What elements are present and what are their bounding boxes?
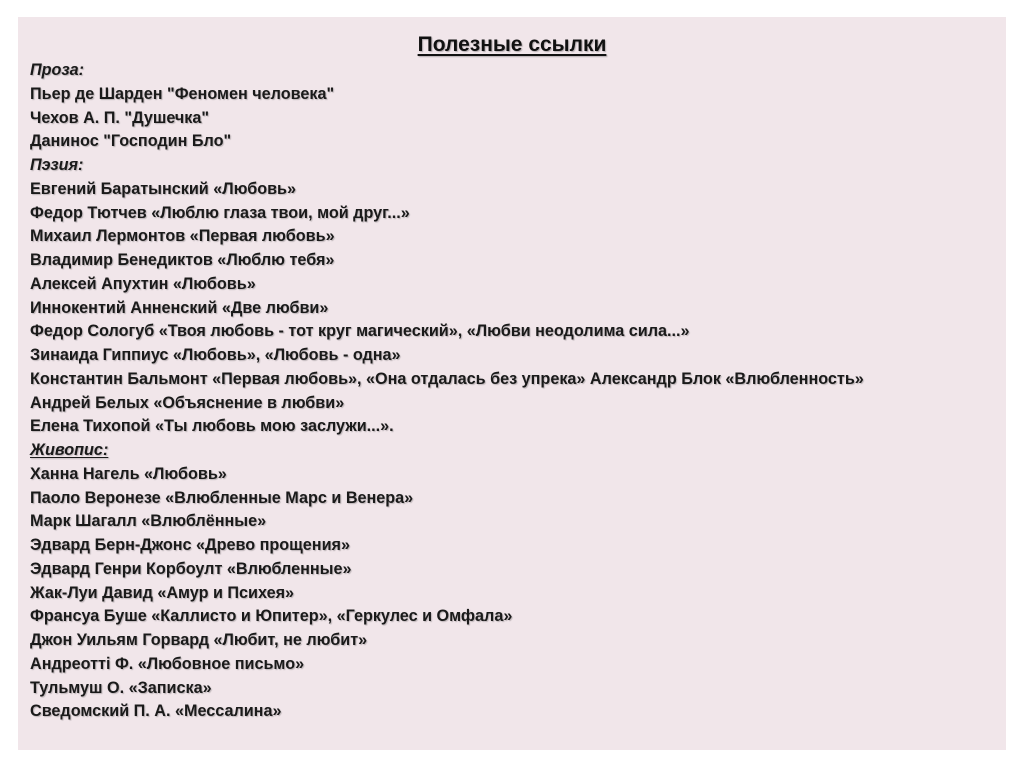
list-item: Алексей Апухтин «Любовь» [30,274,256,293]
list-item: Андрей Белых «Объяснение в любви» [30,393,345,412]
section-heading-painting: Живопис: [30,441,109,459]
list-item: Джон Уильям Горвард «Любит, не любит» [30,631,368,649]
list-item: Федор Сологуб «Твоя любовь - тот круг магический», «Любви неодолима сила...» [30,322,690,341]
list-item: Сведомский П. А. «Мессалина» [30,702,282,721]
slide-title: Полезные ссылки [417,33,607,56]
list-item: Франсуа Буше «Каллисто и Юпитер», «Геркулес и Омфала» [30,607,513,626]
list-item: Евгений Баратынский «Любовь» [30,179,296,198]
links-list [30,59,990,724]
list-item: Эдвард Берн-Джонс «Древо прощения» [30,536,350,554]
list-item: Иннокентий Анненский «Две любви» [30,298,329,317]
list-item: Марк Шагалл «Влюблённые» [30,512,267,531]
list-item: Михаил Лермонтов «Первая любовь» [30,227,335,246]
list-item: Чехов А. П. "Душечка" [30,108,210,127]
list-item: Данинос "Господин Бло" [30,132,232,151]
list-item: Владимир Бенедиктов «Люблю тебя» [30,251,335,269]
slide [18,17,1006,750]
list-item: Ханна Нагель «Любовь» [30,464,227,483]
list-item: Елена Тихопой «Ты любовь мою заслужи...». [30,417,394,436]
list-item: Андреотті Ф. «Любовное письмо» [30,654,305,673]
list-item: Тульмуш О. «Записка» [30,678,212,697]
list-item: Зинаида Гиппиус «Любовь», «Любовь - одна» [30,346,401,364]
section-heading-prose: Проза: [30,61,85,79]
list-item: Жак-Луи Давид «Амур и Психея» [30,583,295,602]
list-item: Паоло Веронезе «Влюбленные Марс и Венера» [30,488,414,507]
list-item: Пьер де Шарден "Феномен человека" [30,84,335,103]
list-item: Эдвард Генри Корбоулт «Влюбленные» [30,559,352,578]
list-item: Федор Тютчев «Люблю глаза твои, мой друг...» [30,203,410,222]
section-heading-poetry: Пэзия: [30,156,84,174]
list-item: Константин Бальмонт «Первая любовь», «Она отдалась без упрека» Александр Блок «Влюбленность» [30,369,864,388]
